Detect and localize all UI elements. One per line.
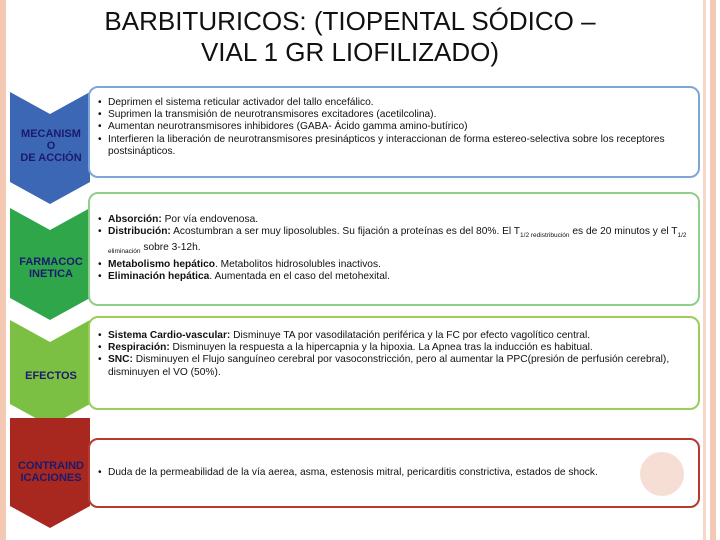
bullet-item: • Duda de la permeabilidad de la vía aerea, asma, estenosis mitral, pericarditis constrictiva, estados de shock. bbox=[98, 467, 690, 479]
bullet-cardiovascular: • Sistema Cardio-vascular: Disminuye TA por vasodilatación periférica y la FC por efecto vagolítico central. bbox=[98, 330, 690, 342]
label-farmacocinetica: FARMACOC INETICA bbox=[19, 256, 83, 280]
bullet-respiracion: • Respiración: Disminuyen la respuesta a la hipercapnia y la hipoxia. La Apnea tras la inducción es habitual. bbox=[98, 342, 690, 354]
bullet-item: • Aumentan neurotransmisores inhibidores (GABA- Ácido gamma amino-butírico) bbox=[98, 121, 690, 133]
slide-title bbox=[20, 6, 680, 68]
bullet-absorcion: • Absorción: Por vía endovenosa. bbox=[98, 214, 690, 226]
left-decorative-border bbox=[0, 0, 6, 540]
box-efectos bbox=[88, 316, 700, 410]
box-mecanismo bbox=[88, 86, 700, 178]
title-line-2: VIAL 1 GR LIOFILIZADO) bbox=[200, 37, 500, 67]
right-decorative-line bbox=[703, 0, 706, 540]
bullet-eliminacion: • Eliminación hepática. Aumentada en el caso del metohexital. bbox=[98, 271, 690, 283]
decorative-circle bbox=[640, 452, 684, 496]
right-decorative-border bbox=[710, 0, 716, 540]
row-contraindicaciones bbox=[10, 418, 700, 528]
bullet-metabolismo: • Metabolismo hepático. Metabolitos hidrosolubles inactivos. bbox=[98, 259, 690, 271]
label-contraindicaciones: CONTRAIND ICACIONES bbox=[18, 460, 84, 484]
row-efectos bbox=[10, 314, 700, 426]
bullet-snc: • SNC: Disminuyen el Flujo sanguíneo cerebral por vasoconstricción, pero al aumentar la PPC(presión de perfusión cerebral), disminuyen el VO (50%). bbox=[98, 354, 690, 378]
label-mecanismo: MECANISM O DE ACCIÓN bbox=[20, 128, 82, 164]
box-contraindicaciones bbox=[88, 438, 700, 508]
row-mecanismo bbox=[10, 86, 700, 204]
box-farmacocinetica bbox=[88, 192, 700, 306]
title-line-1: BARBITURICOS: (TIOPENTAL SÓDICO – bbox=[104, 6, 596, 36]
bullet-item: • Suprimen la transmisión de neurotransmisores excitadores (acetilcolina). bbox=[98, 109, 690, 121]
label-efectos: EFECTOS bbox=[25, 370, 77, 382]
bullet-item: • Deprimen el sistema reticular activador del tallo encefálico. bbox=[98, 97, 690, 109]
row-farmacocinetica bbox=[10, 192, 700, 320]
bullet-distribucion: • Distribución: Acostumbran a ser muy liposolubles. Su fijación a proteínas es del 80%. El $T_{1/2 redistribución}$ es de 20 minutos y el $T_{1/2 eliminación}$ sobre 3-12h. bbox=[98, 226, 690, 258]
bullet-item: • Interfieren la liberación de neurotransmisores presinápticos y interaccionan de forma estereo-selectiva sobre los receptores postsinápticos. bbox=[98, 134, 690, 158]
